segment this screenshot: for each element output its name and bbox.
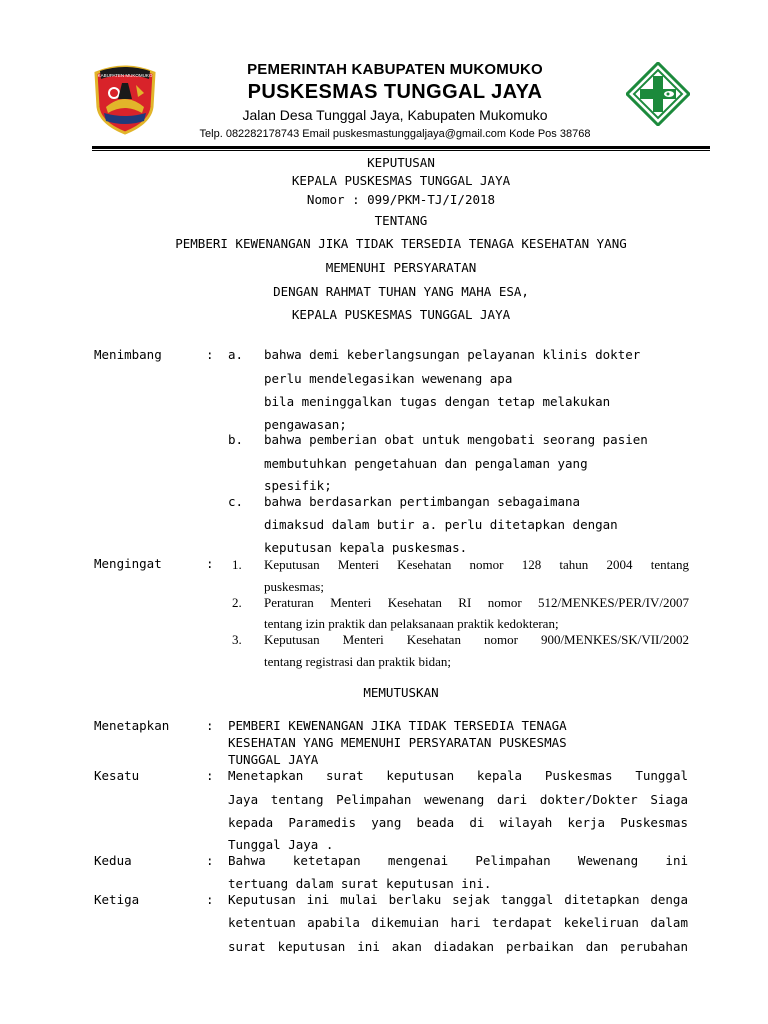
kesatu-colon: : (206, 768, 214, 783)
kedua-line: tertuang dalam surat keputusan ini. (228, 876, 492, 891)
menimbang-c-line: dimaksud dalam butir a. perlu ditetapkan dengan (264, 517, 618, 532)
institution-name: PUSKESMAS TUNGGAL JAYA (247, 81, 543, 103)
seal-text: KABUPATEN MUKOMUKO (97, 73, 153, 78)
doc-subject-2: MEMENUHI PERSYARATAN (325, 260, 477, 275)
menetapkan-line: TUNGGAL JAYA (228, 752, 319, 767)
letterhead (0, 0, 768, 150)
mengingat-item-line: Keputusan Menteri Kesehatan nomor 900/MENKES/SK/VII/2002 (264, 632, 689, 647)
menimbang-a-line: pengawasan; (264, 417, 347, 432)
puskesmas-logo (626, 62, 690, 126)
institution-contact: Telp. 082282178743 Email puskesmastunggaljaya@gmail.com Kode Pos 38768 (199, 128, 591, 140)
mengingat-label: Mengingat (94, 556, 162, 571)
menimbang-a-line: perlu mendelegasikan wewenang apa (264, 371, 513, 386)
doc-subject-1: PEMBERI KEWENANGAN JIKA TIDAK TERSEDIA TENAGA KESEHATAN YANG (175, 236, 627, 251)
menimbang-b-letter: b. (228, 432, 244, 447)
menetapkan-label: Menetapkan (94, 718, 170, 733)
mengingat-item-line: Keputusan Menteri Kesehatan nomor 128 tahun 2004 tentang (264, 557, 689, 572)
menimbang-label: Menimbang (94, 347, 162, 362)
menimbang-a-line: bila meninggalkan tugas dengan tetap melakukan (264, 394, 611, 409)
kedua-colon: : (206, 853, 214, 868)
kesatu-line: Tunggal Jaya . (228, 837, 334, 852)
menimbang-a-letter: a. (228, 347, 244, 362)
letterhead-rule-thick (92, 146, 710, 149)
menimbang-b-line: spesifik; (264, 478, 332, 493)
letterhead-text (160, 60, 630, 142)
mengingat-item-line: Peraturan Menteri Kesehatan RI nomor 512/MENKES/PER/IV/2007 (264, 595, 689, 610)
ketiga-line: surat keputusan ini akan diadakan perbaikan dan perubahan (228, 939, 688, 954)
mengingat-item-number: 1. (232, 557, 242, 572)
menimbang-c-line: bahwa berdasarkan pertimbangan sebagaimana (264, 494, 581, 509)
ketiga-colon: : (206, 892, 214, 907)
doc-type: KEPUTUSAN (367, 155, 435, 170)
kedua-label: Kedua (94, 853, 132, 868)
mengingat-colon: : (206, 556, 214, 571)
kesatu-line: kepada Paramedis yang beada di wilayah kerja Puskesmas (228, 815, 688, 830)
institution-address: Jalan Desa Tunggal Jaya, Kabupaten Mukomuko (242, 107, 548, 123)
memutuskan-heading: MEMUTUSKAN (363, 685, 439, 700)
kesatu-line: Menetapkan surat keputusan kepala Puskesmas Tunggal (228, 768, 688, 783)
menetapkan-line: PEMBERI KEWENANGAN JIKA TIDAK TERSEDIA TENAGA (228, 718, 567, 733)
doc-issuer-2: KEPALA PUSKESMAS TUNGGAL JAYA (291, 307, 511, 322)
menetapkan-colon: : (206, 718, 214, 733)
mengingat-item-number: 3. (232, 632, 242, 647)
doc-blessing: DENGAN RAHMAT TUHAN YANG MAHA ESA, (273, 284, 529, 299)
menimbang-c-line: keputusan kepala puskesmas. (264, 540, 468, 555)
doc-tentang: TENTANG (374, 213, 428, 228)
doc-number: Nomor : 099/PKM-TJ/I/2018 (306, 192, 496, 207)
menimbang-c-letter: c. (228, 494, 244, 509)
doc-issuer: KEPALA PUSKESMAS TUNGGAL JAYA (291, 173, 511, 188)
mengingat-item-line: tentang izin praktik dan pelaksanaan praktik kedokteran; (264, 616, 559, 631)
ketiga-line: ketentuan apabila dikemuian hari terdapat kekeliruan dalam (228, 915, 688, 930)
kesatu-label: Kesatu (94, 768, 140, 783)
government-name: PEMERINTAH KABUPATEN MUKOMUKO (247, 61, 543, 78)
ketiga-label: Ketiga (94, 892, 140, 907)
kesatu-line: Jaya tentang Pelimpahan wewenang dari dokter/Dokter Siaga (228, 792, 688, 807)
regency-seal-logo (92, 63, 158, 135)
mengingat-item-line: puskesmas; (264, 579, 324, 594)
menimbang-b-line: bahwa pemberian obat untuk mengobati seorang pasien (264, 432, 648, 447)
letterhead-rule-thin (92, 150, 710, 151)
ketiga-line: Keputusan ini mulai berlaku sejak tanggal ditetapkan denga (228, 892, 688, 907)
menimbang-colon: : (206, 347, 214, 362)
mengingat-item-number: 2. (232, 595, 242, 610)
mengingat-item-line: tentang registrasi dan praktik bidan; (264, 654, 452, 669)
menimbang-b-line: membutuhkan pengetahuan dan pengalaman yang (264, 456, 588, 471)
menimbang-a-line: bahwa demi keberlangsungan pelayanan klinis dokter (264, 347, 641, 362)
menetapkan-line: KESEHATAN YANG MEMENUHI PERSYARATAN PUSKESMAS (228, 735, 567, 750)
kedua-line: Bahwa ketetapan mengenai Pelimpahan Wewenang ini (228, 853, 688, 868)
